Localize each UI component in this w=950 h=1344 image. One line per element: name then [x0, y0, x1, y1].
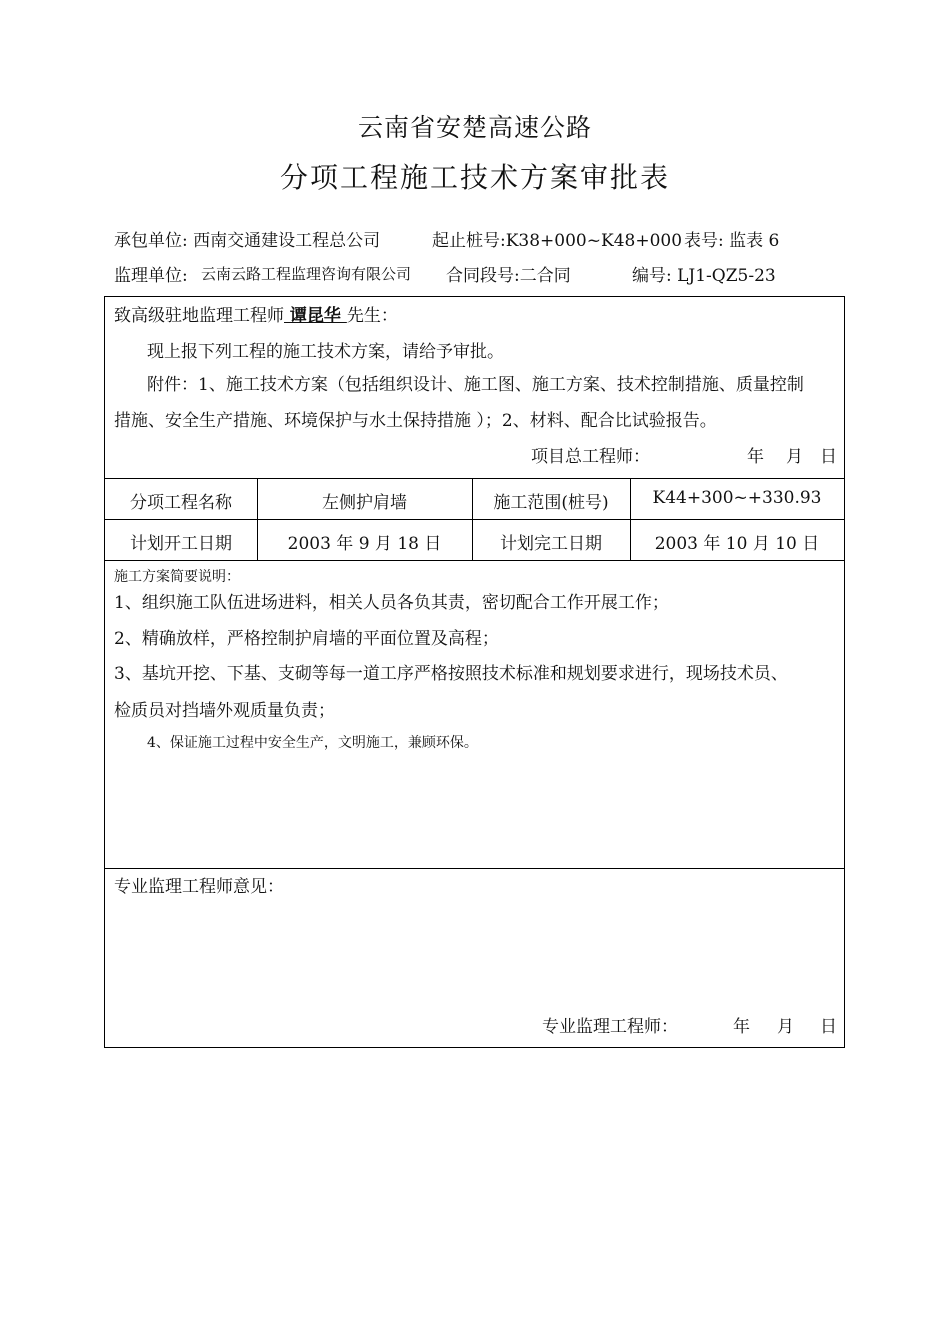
opinion-day: 日	[820, 1017, 837, 1037]
serial-number: 编号: LJ1-QZ5-23	[632, 266, 776, 286]
supervisor-unit: 云南云路工程监理咨询有限公司	[201, 265, 412, 283]
opinion-heading: 专业监理工程师意见：	[114, 877, 284, 897]
form-number: 表号: 监表 6	[684, 231, 780, 251]
addressee-line	[114, 301, 398, 326]
station-range: 起止桩号:K38+000~K48+000	[432, 231, 683, 251]
divider	[105, 560, 844, 561]
attachment-line2: 措施、安全生产措施、环境保护与水土保持措施 ）；2、材料、配合比试验报告。	[114, 411, 717, 431]
start-date-value: 2003 年 9 月 18 日	[287, 534, 442, 554]
title-line1: 云南省安楚高速公路	[357, 113, 592, 142]
contract-section: 合同段号:二合同	[446, 266, 571, 286]
chief-engineer-sign-label: 项目总工程师：	[531, 447, 650, 467]
addressee-suffix: 先生：	[346, 306, 398, 326]
start-date-label: 计划开工日期	[130, 534, 232, 554]
attachment-line1: 附件：1、施工技术方案（包括组织设计、施工图、施工方案、技术控制措施、质量控制	[147, 375, 804, 395]
divider	[105, 478, 844, 479]
addressee-prefix: 致高级驻地监理工程师	[114, 306, 284, 326]
divider	[105, 868, 844, 869]
divider	[105, 519, 844, 520]
item-name-label: 分项工程名称	[130, 493, 232, 513]
opinion-month: 月	[777, 1017, 794, 1037]
plan-item-3-line1: 3、基坑开挖、下基、支砌等每一道工序严格按照技术标准和规划要求进行，现场技术员、	[114, 664, 788, 684]
item-name-value: 左侧护肩墙	[322, 493, 407, 513]
contractor: 承包单位: 西南交通建设工程总公司	[114, 231, 381, 251]
sign-day: 日	[820, 447, 837, 467]
end-date-label: 计划完工日期	[500, 534, 602, 554]
plan-item-4: 4、保证施工过程中安全生产，文明施工，兼顾环保。	[147, 735, 478, 751]
sign-month: 月	[786, 447, 803, 467]
plan-heading: 施工方案简要说明：	[114, 569, 240, 585]
range-label: 施工范围(桩号)	[493, 493, 609, 513]
engineer-name: 谭昆华	[284, 306, 347, 326]
plan-item-2: 2、精确放样，严格控制护肩墙的平面位置及高程；	[114, 629, 499, 649]
range-value: K44+300~+330.93	[652, 488, 822, 508]
request-body: 现上报下列工程的施工技术方案，请给予审批。	[147, 342, 504, 362]
plan-item-3-line2: 检质员对挡墙外观质量负责；	[114, 701, 335, 721]
approval-form-table	[104, 296, 845, 1048]
plan-item-1: 1、组织施工队伍进场进料，相关人员各负其责，密切配合工作开展工作；	[114, 593, 669, 613]
form-title: 分项工程施工技术方案审批表	[279, 161, 670, 194]
opinion-year: 年	[733, 1017, 750, 1037]
supervisor-sign-label: 专业监理工程师：	[542, 1017, 678, 1037]
end-date-value: 2003 年 10 月 10 日	[654, 534, 820, 554]
sign-year: 年	[747, 447, 764, 467]
supervisor-label: 监理单位:	[114, 266, 188, 286]
